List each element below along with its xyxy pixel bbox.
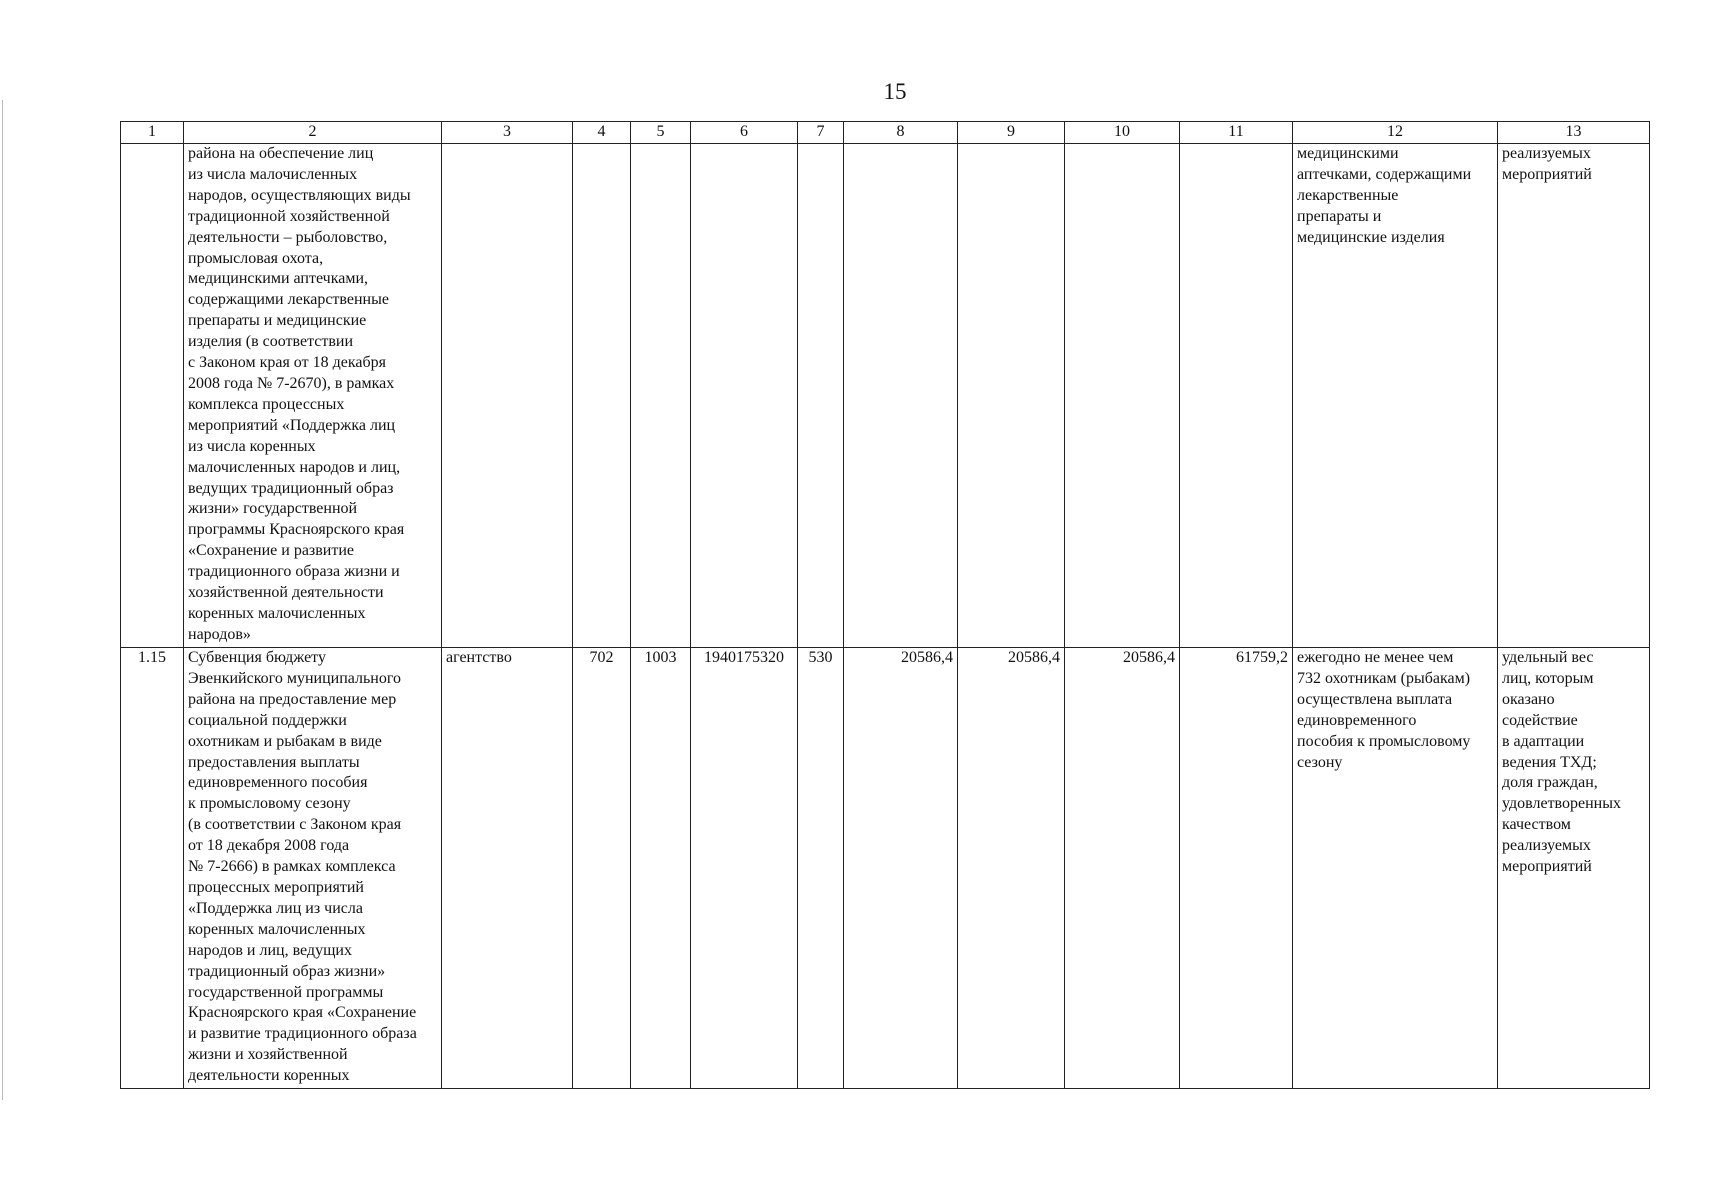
- cell-text-line: коренных малочисленных: [188, 604, 366, 622]
- cell-indicator: [1498, 648, 1650, 1089]
- cell-text-line: лекарственные: [1297, 186, 1399, 204]
- cell-expected-result: [1293, 648, 1498, 1089]
- cell-text-line: пособия к промысловому: [1297, 732, 1471, 750]
- cell-text-line: реализуемых: [1502, 837, 1591, 855]
- cell-amount-total: [1180, 144, 1293, 648]
- cell-text-line: процессных мероприятий: [188, 878, 364, 896]
- cell-text-line: ежегодно не менее чем: [1297, 649, 1454, 666]
- cell-amount-year1: 20586,4: [844, 648, 958, 1089]
- header-col-4: 4: [573, 122, 631, 144]
- cell-text-line: препараты и медицинские: [188, 312, 367, 330]
- cell-text-line: содержащими лекарственные: [188, 291, 389, 309]
- cell-text-line: № 7-2666) в рамках комплекса: [188, 858, 396, 876]
- cell-text-line: реализуемых: [1502, 145, 1591, 162]
- cell-text-line: медицинскими аптечками,: [188, 270, 369, 288]
- cell-text-line: «Сохранение и развитие: [188, 542, 355, 560]
- cell-text-line: предоставления выплаты: [188, 753, 360, 771]
- header-col-3: 3: [442, 122, 573, 144]
- cell-text-line: оказано: [1502, 690, 1555, 708]
- cell-text-line: Красноярского края «Сохранение: [188, 1004, 417, 1022]
- cell-rzpr: [631, 144, 691, 648]
- cell-text-line: осуществлена выплата: [1297, 690, 1453, 708]
- cell-text-line: ведущих традиционный образ: [188, 479, 394, 497]
- cell-text-line: Эвенкийского муниципального: [188, 669, 401, 687]
- cell-rzpr: 1003: [631, 648, 691, 1089]
- cell-text-line: народов»: [188, 625, 251, 643]
- cell-text-line: к промысловому сезону: [188, 795, 351, 813]
- cell-description: [184, 648, 442, 1089]
- page-number: 15: [883, 79, 907, 104]
- cell-text-line: комплекса процессных: [188, 395, 345, 413]
- header-col-8: 8: [844, 122, 958, 144]
- cell-text-line: государственной программы: [188, 983, 384, 1001]
- cell-amount-year2: 20586,4: [958, 648, 1065, 1089]
- header-col-12: 12: [1293, 122, 1498, 144]
- cell-text-line: и развитие традиционного образа: [188, 1025, 417, 1043]
- cell-text-line: традиционного образа жизни и: [188, 563, 400, 581]
- cell-text-line: охотникам и рыбакам в виде: [188, 732, 382, 750]
- cell-text-line: ведения ТХД;: [1502, 753, 1597, 771]
- header-col-13: 13: [1498, 122, 1650, 144]
- cell-text-line: народов и лиц, ведущих: [188, 941, 352, 959]
- header-col-9: 9: [958, 122, 1065, 144]
- cell-text-line: традиционной хозяйственной: [188, 207, 390, 225]
- cell-amount-year1: [844, 144, 958, 648]
- cell-text-line: социальной поддержки: [188, 711, 347, 729]
- cell-text-line: удельный вес: [1502, 649, 1594, 666]
- cell-vr: [798, 144, 844, 648]
- cell-number: [121, 144, 184, 648]
- scan-margin-mark: [2, 100, 3, 1100]
- cell-text-line: мероприятий: [1502, 858, 1592, 876]
- cell-text-line: мероприятий «Поддержка лиц: [188, 416, 396, 434]
- cell-executor: [442, 144, 573, 648]
- table-row-1-15: [121, 648, 1650, 1089]
- cell-text-line: коренных малочисленных: [188, 920, 366, 938]
- cell-executor: агентство: [442, 648, 573, 1089]
- cell-text-line: доля граждан,: [1502, 774, 1598, 792]
- cell-text-line: в адаптации: [1502, 732, 1585, 750]
- cell-text-line: жизни» государственной: [188, 500, 358, 518]
- cell-expected-result: [1293, 144, 1498, 648]
- cell-text-line: сезону: [1297, 753, 1343, 771]
- cell-number: 1.15: [121, 648, 184, 1089]
- cell-text-line: 2008 года № 7-2670), в рамках: [188, 374, 395, 392]
- cell-csr: [691, 144, 798, 648]
- cell-text-line: малочисленных народов и лиц,: [188, 458, 401, 476]
- cell-text-line: с Законом края от 18 декабря: [188, 354, 386, 372]
- header-col-7: 7: [798, 122, 844, 144]
- cell-text-line: традиционный образ жизни»: [188, 962, 386, 980]
- header-col-2: 2: [184, 122, 442, 144]
- cell-text-line: содействие: [1502, 711, 1578, 729]
- cell-text-line: удовлетворенных: [1502, 795, 1621, 813]
- cell-text-line: мероприятий: [1502, 165, 1592, 183]
- cell-text-line: медицинские изделия: [1297, 228, 1445, 246]
- cell-text-line: из числа коренных: [188, 437, 316, 455]
- cell-text-line: единовременного пособия: [188, 774, 368, 792]
- cell-text-line: деятельности коренных: [188, 1067, 350, 1085]
- cell-amount-year2: [958, 144, 1065, 648]
- cell-text-line: промысловая охота,: [188, 249, 324, 267]
- cell-text-line: препараты и: [1297, 207, 1382, 225]
- cell-text-line: района на предоставление мер: [188, 690, 397, 708]
- cell-text-line: района на обеспечение лиц: [188, 145, 374, 162]
- cell-text-line: (в соответствии с Законом края: [188, 816, 402, 834]
- cell-text-line: программы Красноярского края: [188, 521, 405, 539]
- cell-text-line: хозяйственной деятельности: [188, 584, 384, 602]
- cell-text-line: медицинскими: [1297, 145, 1399, 162]
- cell-amount-year3: 20586,4: [1065, 648, 1180, 1089]
- cell-text-line: единовременного: [1297, 711, 1417, 729]
- header-row: [121, 122, 1650, 144]
- cell-text-line: аптечками, содержащими: [1297, 165, 1472, 183]
- cell-text-line: изделия (в соответствии: [188, 333, 354, 351]
- header-col-5: 5: [631, 122, 691, 144]
- cell-text-line: лиц, которым: [1502, 669, 1594, 687]
- cell-text-line: народов, осуществляющих виды: [188, 186, 411, 204]
- cell-amount-total: 61759,2: [1180, 648, 1293, 1089]
- header-col-6: 6: [691, 122, 798, 144]
- cell-grbs: 702: [573, 648, 631, 1089]
- cell-amount-year3: [1065, 144, 1180, 648]
- cell-text-line: деятельности – рыболовство,: [188, 228, 388, 246]
- table-row-continuation: [121, 144, 1650, 648]
- cell-text-line: жизни и хозяйственной: [188, 1046, 348, 1064]
- cell-grbs: [573, 144, 631, 648]
- cell-vr: 530: [798, 648, 844, 1089]
- cell-text-line: «Поддержка лиц из числа: [188, 899, 363, 917]
- cell-text-line: 732 охотникам (рыбакам): [1297, 669, 1471, 687]
- header-col-11: 11: [1180, 122, 1293, 144]
- cell-text-line: качеством: [1502, 816, 1571, 834]
- cell-description: [184, 144, 442, 648]
- header-col-10: 10: [1065, 122, 1180, 144]
- cell-text-line: от 18 декабря 2008 года: [188, 837, 350, 855]
- cell-indicator: [1498, 144, 1650, 648]
- cell-text-line: Субвенция бюджету: [188, 649, 326, 666]
- cell-text-line: из числа малочисленных: [188, 165, 358, 183]
- budget-table: [120, 121, 1650, 1089]
- header-col-1: 1: [121, 122, 184, 144]
- cell-csr: 1940175320: [691, 648, 798, 1089]
